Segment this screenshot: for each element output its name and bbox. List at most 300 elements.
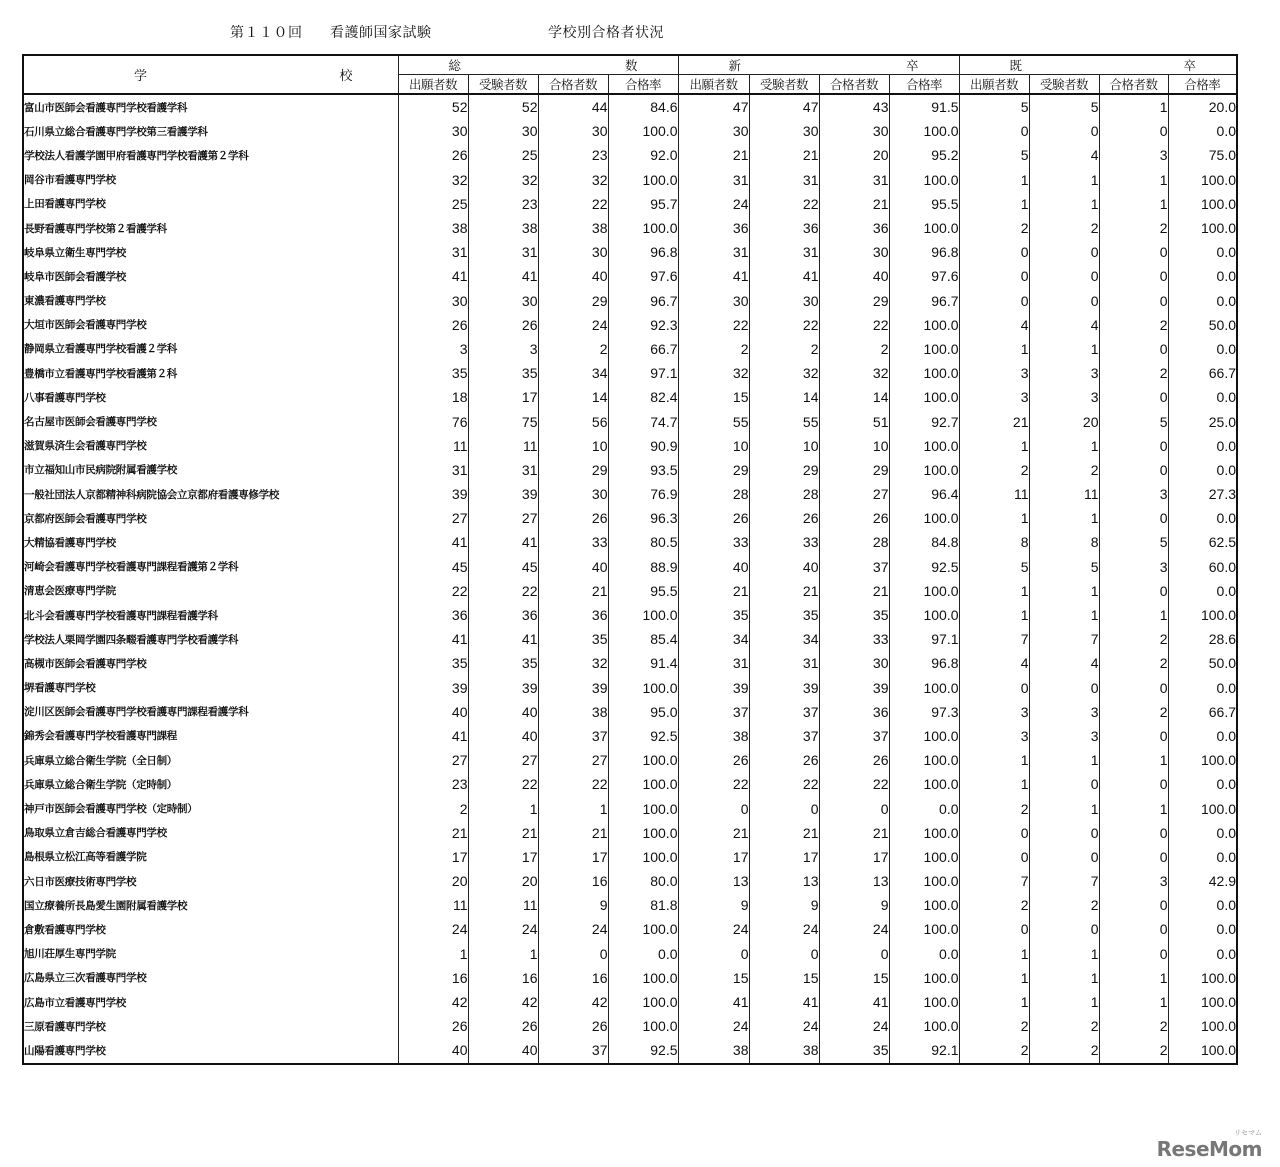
new-examinees: 37 bbox=[749, 700, 819, 724]
new-applicants: 21 bbox=[678, 579, 749, 603]
new-examinees: 34 bbox=[749, 627, 819, 651]
new-pass-rate: 96.8 bbox=[889, 651, 959, 675]
total-examinees: 3 bbox=[468, 337, 538, 361]
total-examinees: 17 bbox=[468, 845, 538, 869]
total-passed: 10 bbox=[538, 434, 608, 458]
total-examinees: 42 bbox=[468, 990, 538, 1014]
total-pass-rate: 100.0 bbox=[608, 772, 678, 796]
new-applicants: 31 bbox=[678, 240, 749, 264]
past-examinees: 1 bbox=[1029, 337, 1099, 361]
past-applicants: 3 bbox=[959, 724, 1029, 748]
total-examinees: 27 bbox=[468, 506, 538, 530]
new-applicants: 13 bbox=[678, 869, 749, 893]
total-pass-rate: 96.8 bbox=[608, 240, 678, 264]
new-applicants: 29 bbox=[678, 458, 749, 482]
group-new-left: 新 bbox=[728, 58, 742, 73]
past-examinees: 1 bbox=[1029, 796, 1099, 820]
past-pass-rate: 0.0 bbox=[1168, 772, 1237, 796]
total-examinees: 41 bbox=[468, 264, 538, 288]
past-pass-rate: 0.0 bbox=[1168, 119, 1237, 143]
table-row bbox=[23, 192, 1237, 216]
past-applicants: 0 bbox=[959, 240, 1029, 264]
school-name: 滋賀県済生会看護専門学校 bbox=[23, 434, 398, 458]
new-passed: 13 bbox=[819, 869, 889, 893]
new-applicants: 21 bbox=[678, 821, 749, 845]
total-examinees: 40 bbox=[468, 1038, 538, 1063]
new-examinees: 31 bbox=[749, 168, 819, 192]
school-name: 八事看護専門学校 bbox=[23, 385, 398, 409]
past-pass-rate: 100.0 bbox=[1168, 966, 1237, 990]
new-applicants: 9 bbox=[678, 893, 749, 917]
past-pass-rate: 100.0 bbox=[1168, 192, 1237, 216]
new-examinees: 47 bbox=[749, 94, 819, 119]
total-pass-rate: 100.0 bbox=[608, 1014, 678, 1038]
new-examinees: 9 bbox=[749, 893, 819, 917]
past-applicants: 7 bbox=[959, 869, 1029, 893]
school-name: 河崎会看護専門学校看護専門課程看護第２学科 bbox=[23, 555, 398, 579]
school-name: 長野看護専門学校第２看護学科 bbox=[23, 216, 398, 240]
table-row bbox=[23, 168, 1237, 192]
new-pass-rate: 100.0 bbox=[889, 748, 959, 772]
total-examinees: 16 bbox=[468, 966, 538, 990]
table-row bbox=[23, 337, 1237, 361]
school-name: 石川県立総合看護専門学校第三看護学科 bbox=[23, 119, 398, 143]
past-passed: 0 bbox=[1099, 942, 1168, 966]
total-applicants: 3 bbox=[398, 337, 468, 361]
total-examinees: 11 bbox=[468, 434, 538, 458]
total-examinees: 11 bbox=[468, 893, 538, 917]
new-examinees: 2 bbox=[749, 337, 819, 361]
new-examinees: 28 bbox=[749, 482, 819, 506]
total-applicants: 38 bbox=[398, 216, 468, 240]
past-passed: 2 bbox=[1099, 700, 1168, 724]
past-pass-rate: 0.0 bbox=[1168, 676, 1237, 700]
school-name: 倉敷看護専門学校 bbox=[23, 917, 398, 941]
total-pass-rate: 91.4 bbox=[608, 651, 678, 675]
total-passed: 17 bbox=[538, 845, 608, 869]
school-name: 豊橋市立看護専門学校看護第２科 bbox=[23, 361, 398, 385]
past-passed: 1 bbox=[1099, 748, 1168, 772]
group-header-new bbox=[678, 55, 959, 75]
total-applicants: 24 bbox=[398, 917, 468, 941]
past-passed: 0 bbox=[1099, 845, 1168, 869]
new-examinees: 10 bbox=[749, 434, 819, 458]
new-applicants: 33 bbox=[678, 530, 749, 554]
past-passed: 1 bbox=[1099, 168, 1168, 192]
table-row bbox=[23, 990, 1237, 1014]
new-pass-rate: 95.2 bbox=[889, 143, 959, 167]
past-pass-rate: 100.0 bbox=[1168, 1038, 1237, 1063]
sub-header-new-0: 出願者数 bbox=[678, 75, 749, 95]
school-name: 兵庫県立総合衛生学院（定時制） bbox=[23, 772, 398, 796]
past-applicants: 1 bbox=[959, 772, 1029, 796]
past-applicants: 11 bbox=[959, 482, 1029, 506]
school-name: 静岡県立看護専門学校看護２学科 bbox=[23, 337, 398, 361]
new-pass-rate: 0.0 bbox=[889, 796, 959, 820]
total-passed: 32 bbox=[538, 168, 608, 192]
school-name: 山陽看護専門学校 bbox=[23, 1038, 398, 1063]
total-passed: 24 bbox=[538, 917, 608, 941]
new-pass-rate: 96.4 bbox=[889, 482, 959, 506]
past-passed: 1 bbox=[1099, 94, 1168, 119]
new-applicants: 22 bbox=[678, 313, 749, 337]
new-passed: 43 bbox=[819, 94, 889, 119]
exam-round: 第１１０回 bbox=[230, 25, 303, 41]
table-row bbox=[23, 434, 1237, 458]
total-examinees: 39 bbox=[468, 482, 538, 506]
total-applicants: 31 bbox=[398, 458, 468, 482]
past-pass-rate: 50.0 bbox=[1168, 651, 1237, 675]
past-examinees: 2 bbox=[1029, 1014, 1099, 1038]
past-examinees: 4 bbox=[1029, 143, 1099, 167]
past-examinees: 7 bbox=[1029, 869, 1099, 893]
school-name: 学校法人栗岡学園四条畷看護専門学校看護学科 bbox=[23, 627, 398, 651]
past-examinees: 0 bbox=[1029, 845, 1099, 869]
new-examinees: 35 bbox=[749, 603, 819, 627]
total-applicants: 41 bbox=[398, 627, 468, 651]
past-passed: 0 bbox=[1099, 119, 1168, 143]
new-pass-rate: 100.0 bbox=[889, 506, 959, 530]
table-row bbox=[23, 289, 1237, 313]
table-row bbox=[23, 724, 1237, 748]
new-pass-rate: 100.0 bbox=[889, 603, 959, 627]
new-passed: 21 bbox=[819, 579, 889, 603]
past-examinees: 4 bbox=[1029, 313, 1099, 337]
new-applicants: 55 bbox=[678, 409, 749, 433]
past-applicants: 1 bbox=[959, 748, 1029, 772]
total-applicants: 45 bbox=[398, 555, 468, 579]
total-pass-rate: 97.6 bbox=[608, 264, 678, 288]
new-pass-rate: 100.0 bbox=[889, 772, 959, 796]
total-pass-rate: 100.0 bbox=[608, 119, 678, 143]
total-passed: 44 bbox=[538, 94, 608, 119]
past-passed: 0 bbox=[1099, 458, 1168, 482]
past-passed: 1 bbox=[1099, 990, 1168, 1014]
new-applicants: 17 bbox=[678, 845, 749, 869]
past-passed: 0 bbox=[1099, 434, 1168, 458]
school-name: 錦秀会看護専門学校看護専門課程 bbox=[23, 724, 398, 748]
total-applicants: 26 bbox=[398, 313, 468, 337]
new-applicants: 0 bbox=[678, 942, 749, 966]
sub-header-past-1: 受験者数 bbox=[1029, 75, 1099, 95]
new-examinees: 31 bbox=[749, 240, 819, 264]
total-pass-rate: 95.0 bbox=[608, 700, 678, 724]
school-name: 島根県立松江高等看護学院 bbox=[23, 845, 398, 869]
total-pass-rate: 80.0 bbox=[608, 869, 678, 893]
total-applicants: 41 bbox=[398, 264, 468, 288]
past-applicants: 0 bbox=[959, 821, 1029, 845]
past-pass-rate: 0.0 bbox=[1168, 337, 1237, 361]
total-applicants: 18 bbox=[398, 385, 468, 409]
new-examinees: 24 bbox=[749, 1014, 819, 1038]
total-passed: 36 bbox=[538, 603, 608, 627]
past-applicants: 3 bbox=[959, 361, 1029, 385]
past-applicants: 0 bbox=[959, 845, 1029, 869]
new-passed: 22 bbox=[819, 313, 889, 337]
total-pass-rate: 76.9 bbox=[608, 482, 678, 506]
past-applicants: 0 bbox=[959, 289, 1029, 313]
new-examinees: 33 bbox=[749, 530, 819, 554]
total-pass-rate: 100.0 bbox=[608, 966, 678, 990]
new-passed: 29 bbox=[819, 458, 889, 482]
new-applicants: 31 bbox=[678, 651, 749, 675]
past-examinees: 8 bbox=[1029, 530, 1099, 554]
total-applicants: 1 bbox=[398, 942, 468, 966]
past-examinees: 1 bbox=[1029, 579, 1099, 603]
total-examinees: 75 bbox=[468, 409, 538, 433]
new-pass-rate: 97.3 bbox=[889, 700, 959, 724]
total-applicants: 40 bbox=[398, 700, 468, 724]
total-passed: 40 bbox=[538, 264, 608, 288]
total-examinees: 23 bbox=[468, 192, 538, 216]
past-applicants: 1 bbox=[959, 192, 1029, 216]
total-examinees: 31 bbox=[468, 240, 538, 264]
total-examinees: 39 bbox=[468, 676, 538, 700]
past-applicants: 2 bbox=[959, 458, 1029, 482]
past-examinees: 0 bbox=[1029, 676, 1099, 700]
table-row bbox=[23, 94, 1237, 119]
total-examinees: 40 bbox=[468, 700, 538, 724]
past-pass-rate: 100.0 bbox=[1168, 1014, 1237, 1038]
total-applicants: 21 bbox=[398, 821, 468, 845]
total-applicants: 31 bbox=[398, 240, 468, 264]
new-passed: 39 bbox=[819, 676, 889, 700]
past-examinees: 0 bbox=[1029, 917, 1099, 941]
past-applicants: 0 bbox=[959, 676, 1029, 700]
total-examinees: 45 bbox=[468, 555, 538, 579]
total-passed: 0 bbox=[538, 942, 608, 966]
table-row bbox=[23, 893, 1237, 917]
total-examinees: 20 bbox=[468, 869, 538, 893]
new-passed: 20 bbox=[819, 143, 889, 167]
new-passed: 26 bbox=[819, 506, 889, 530]
school-name: 岐阜市医師会看護学校 bbox=[23, 264, 398, 288]
exam-name: 看護師国家試験 bbox=[330, 25, 432, 41]
school-name: 旭川荘厚生専門学院 bbox=[23, 942, 398, 966]
total-examinees: 36 bbox=[468, 603, 538, 627]
table-row bbox=[23, 506, 1237, 530]
new-passed: 15 bbox=[819, 966, 889, 990]
logo-kana: リセマム bbox=[1234, 1129, 1262, 1137]
new-passed: 30 bbox=[819, 651, 889, 675]
total-pass-rate: 95.7 bbox=[608, 192, 678, 216]
total-pass-rate: 82.4 bbox=[608, 385, 678, 409]
new-passed: 21 bbox=[819, 192, 889, 216]
total-passed: 32 bbox=[538, 651, 608, 675]
new-passed: 33 bbox=[819, 627, 889, 651]
new-passed: 22 bbox=[819, 772, 889, 796]
new-examinees: 40 bbox=[749, 555, 819, 579]
total-pass-rate: 66.7 bbox=[608, 337, 678, 361]
table-row bbox=[23, 821, 1237, 845]
past-applicants: 21 bbox=[959, 409, 1029, 433]
past-pass-rate: 0.0 bbox=[1168, 821, 1237, 845]
total-applicants: 41 bbox=[398, 724, 468, 748]
school-name: 北斗会看護専門学校看護専門課程看護学科 bbox=[23, 603, 398, 627]
new-examinees: 24 bbox=[749, 917, 819, 941]
past-applicants: 1 bbox=[959, 434, 1029, 458]
school-name: 富山市医師会看護専門学校看護学科 bbox=[23, 94, 398, 119]
logo-brand: ReseMom bbox=[1156, 1137, 1262, 1161]
past-passed: 0 bbox=[1099, 506, 1168, 530]
results-table bbox=[22, 54, 1238, 1065]
past-examinees: 0 bbox=[1029, 240, 1099, 264]
school-name: 広島市立看護専門学校 bbox=[23, 990, 398, 1014]
table-row bbox=[23, 216, 1237, 240]
school-name: 兵庫県立総合衛生学院（全日制） bbox=[23, 748, 398, 772]
past-pass-rate: 25.0 bbox=[1168, 409, 1237, 433]
new-pass-rate: 100.0 bbox=[889, 966, 959, 990]
school-name: 淀川区医師会看護専門学校看護専門課程看護学科 bbox=[23, 700, 398, 724]
new-pass-rate: 100.0 bbox=[889, 168, 959, 192]
total-passed: 33 bbox=[538, 530, 608, 554]
total-pass-rate: 93.5 bbox=[608, 458, 678, 482]
past-passed: 0 bbox=[1099, 240, 1168, 264]
total-examinees: 17 bbox=[468, 385, 538, 409]
past-passed: 1 bbox=[1099, 966, 1168, 990]
total-pass-rate: 100.0 bbox=[608, 676, 678, 700]
total-examinees: 30 bbox=[468, 119, 538, 143]
school-header-left: 学 bbox=[134, 69, 148, 84]
new-pass-rate: 100.0 bbox=[889, 385, 959, 409]
total-passed: 30 bbox=[538, 482, 608, 506]
past-passed: 0 bbox=[1099, 337, 1168, 361]
total-pass-rate: 84.6 bbox=[608, 94, 678, 119]
total-pass-rate: 85.4 bbox=[608, 627, 678, 651]
past-passed: 0 bbox=[1099, 772, 1168, 796]
school-column-header bbox=[23, 55, 398, 94]
new-applicants: 34 bbox=[678, 627, 749, 651]
new-examinees: 21 bbox=[749, 143, 819, 167]
total-applicants: 35 bbox=[398, 361, 468, 385]
total-pass-rate: 0.0 bbox=[608, 942, 678, 966]
new-applicants: 30 bbox=[678, 119, 749, 143]
total-applicants: 41 bbox=[398, 530, 468, 554]
new-passed: 26 bbox=[819, 748, 889, 772]
new-applicants: 47 bbox=[678, 94, 749, 119]
table-row bbox=[23, 700, 1237, 724]
table-row bbox=[23, 796, 1237, 820]
past-pass-rate: 100.0 bbox=[1168, 990, 1237, 1014]
table-row bbox=[23, 313, 1237, 337]
new-pass-rate: 100.0 bbox=[889, 845, 959, 869]
sub-header-past-2: 合格者数 bbox=[1099, 75, 1168, 95]
new-passed: 31 bbox=[819, 168, 889, 192]
total-applicants: 27 bbox=[398, 748, 468, 772]
new-passed: 9 bbox=[819, 893, 889, 917]
total-examinees: 40 bbox=[468, 724, 538, 748]
new-pass-rate: 100.0 bbox=[889, 434, 959, 458]
school-name: 岡谷市看護専門学校 bbox=[23, 168, 398, 192]
table-row bbox=[23, 1014, 1237, 1038]
new-pass-rate: 97.1 bbox=[889, 627, 959, 651]
new-pass-rate: 96.7 bbox=[889, 289, 959, 313]
total-examinees: 35 bbox=[468, 361, 538, 385]
group-past-right: 卒 bbox=[1183, 58, 1196, 73]
new-passed: 21 bbox=[819, 821, 889, 845]
total-pass-rate: 100.0 bbox=[608, 821, 678, 845]
past-pass-rate: 0.0 bbox=[1168, 724, 1237, 748]
new-pass-rate: 100.0 bbox=[889, 313, 959, 337]
new-applicants: 39 bbox=[678, 676, 749, 700]
past-examinees: 2 bbox=[1029, 893, 1099, 917]
total-applicants: 39 bbox=[398, 482, 468, 506]
past-applicants: 2 bbox=[959, 1014, 1029, 1038]
past-passed: 1 bbox=[1099, 796, 1168, 820]
total-applicants: 35 bbox=[398, 651, 468, 675]
past-pass-rate: 100.0 bbox=[1168, 603, 1237, 627]
total-passed: 22 bbox=[538, 192, 608, 216]
table-row bbox=[23, 845, 1237, 869]
new-applicants: 15 bbox=[678, 385, 749, 409]
table-row bbox=[23, 603, 1237, 627]
past-examinees: 1 bbox=[1029, 966, 1099, 990]
past-examinees: 2 bbox=[1029, 216, 1099, 240]
total-examinees: 41 bbox=[468, 530, 538, 554]
group-header-total bbox=[398, 55, 678, 75]
total-pass-rate: 90.9 bbox=[608, 434, 678, 458]
new-examinees: 0 bbox=[749, 942, 819, 966]
past-applicants: 8 bbox=[959, 530, 1029, 554]
new-pass-rate: 100.0 bbox=[889, 869, 959, 893]
past-examinees: 1 bbox=[1029, 192, 1099, 216]
school-name: 京都府医師会看護専門学校 bbox=[23, 506, 398, 530]
total-examinees: 31 bbox=[468, 458, 538, 482]
new-applicants: 28 bbox=[678, 482, 749, 506]
past-examinees: 3 bbox=[1029, 361, 1099, 385]
new-pass-rate: 96.8 bbox=[889, 240, 959, 264]
new-examinees: 22 bbox=[749, 313, 819, 337]
new-examinees: 39 bbox=[749, 676, 819, 700]
new-passed: 30 bbox=[819, 119, 889, 143]
new-examinees: 41 bbox=[749, 264, 819, 288]
new-examinees: 30 bbox=[749, 289, 819, 313]
total-passed: 34 bbox=[538, 361, 608, 385]
new-pass-rate: 100.0 bbox=[889, 579, 959, 603]
past-examinees: 0 bbox=[1029, 119, 1099, 143]
new-pass-rate: 100.0 bbox=[889, 361, 959, 385]
total-passed: 22 bbox=[538, 772, 608, 796]
total-examinees: 27 bbox=[468, 748, 538, 772]
new-passed: 41 bbox=[819, 990, 889, 1014]
sub-header-new-1: 受験者数 bbox=[749, 75, 819, 95]
total-pass-rate: 96.7 bbox=[608, 289, 678, 313]
past-pass-rate: 0.0 bbox=[1168, 240, 1237, 264]
new-examinees: 15 bbox=[749, 966, 819, 990]
new-passed: 30 bbox=[819, 240, 889, 264]
total-examinees: 35 bbox=[468, 651, 538, 675]
school-name: 東濃看護専門学校 bbox=[23, 289, 398, 313]
total-applicants: 27 bbox=[398, 506, 468, 530]
new-examinees: 13 bbox=[749, 869, 819, 893]
new-applicants: 24 bbox=[678, 192, 749, 216]
past-applicants: 1 bbox=[959, 337, 1029, 361]
past-passed: 2 bbox=[1099, 1014, 1168, 1038]
new-applicants: 0 bbox=[678, 796, 749, 820]
past-passed: 3 bbox=[1099, 482, 1168, 506]
past-pass-rate: 28.6 bbox=[1168, 627, 1237, 651]
school-name: 堺看護専門学校 bbox=[23, 676, 398, 700]
past-pass-rate: 0.0 bbox=[1168, 917, 1237, 941]
table-row bbox=[23, 458, 1237, 482]
new-examinees: 0 bbox=[749, 796, 819, 820]
sub-header-new-3: 合格率 bbox=[889, 75, 959, 95]
past-pass-rate: 100.0 bbox=[1168, 216, 1237, 240]
table-row bbox=[23, 482, 1237, 506]
total-applicants: 2 bbox=[398, 796, 468, 820]
total-applicants: 23 bbox=[398, 772, 468, 796]
sub-header-new-2: 合格者数 bbox=[819, 75, 889, 95]
